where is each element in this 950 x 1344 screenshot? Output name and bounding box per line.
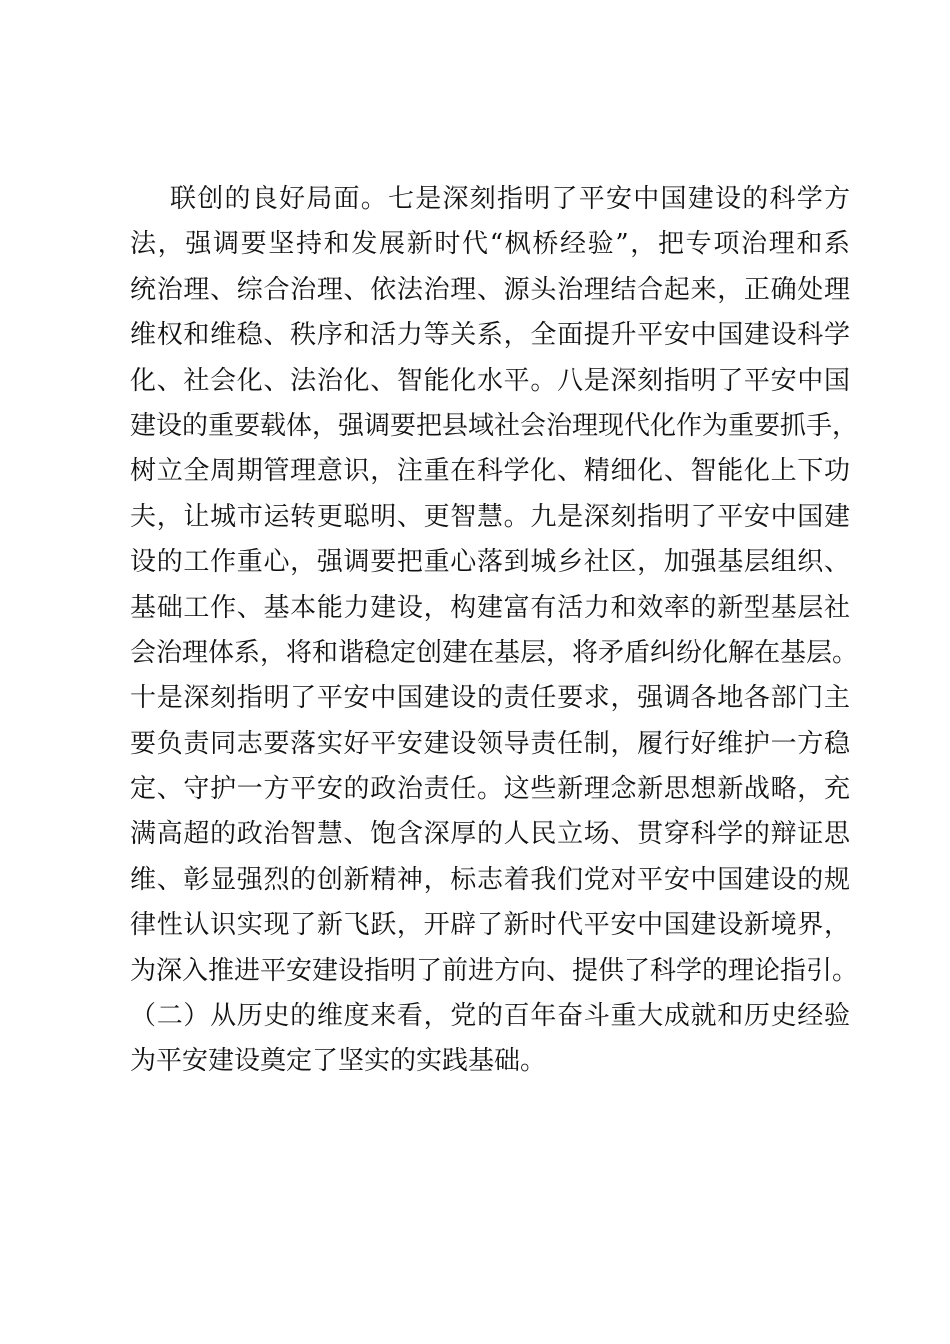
- text-line: 建设的重要载体，强调要把县域社会治理现代化作为重要抓手，: [130, 410, 859, 441]
- text-line: 化、社会化、法治化、智能化水平。八是深刻指明了平安中国: [130, 365, 850, 396]
- text-line: 会治理体系，将和谐稳定创建在基层，将矛盾纠纷化解在基层。: [130, 637, 859, 668]
- text-line: 基础工作、基本能力建设，构建富有活力和效率的新型基层社: [130, 592, 850, 623]
- text-line: 联创的良好局面。七是深刻指明了平安中国建设的科学方: [170, 184, 850, 214]
- text-line: 法，强调要坚持和发展新时代“枫桥经验”，把专项治理和系: [130, 229, 850, 260]
- section-heading-line-end: 为平安建设奠定了坚实的实践基础。: [130, 1046, 547, 1077]
- text-line: 为深入推进平安建设指明了前进方向、提供了科学的理论指引。: [130, 955, 859, 986]
- text-line: 律性认识实现了新飞跃，开辟了新时代平安中国建设新境界，: [130, 910, 850, 941]
- body-text: [130, 177, 859, 1085]
- text-line: 树立全周期管理意识，注重在科学化、精细化、智能化上下功: [130, 456, 850, 487]
- text-line: 维权和维稳、秩序和活力等关系，全面提升平安中国建设科学: [130, 320, 850, 351]
- text-line: 十是深刻指明了平安中国建设的责任要求，强调各地各部门主: [130, 683, 850, 714]
- text-line: 要负责同志要落实好平安建设领导责任制，履行好维护一方稳: [130, 728, 850, 759]
- section-heading-line: （二）从历史的维度来看，党的百年奋斗重大成就和历史经验: [130, 1001, 850, 1032]
- text-line: 夫，让城市运转更聪明、更智慧。九是深刻指明了平安中国建: [130, 501, 850, 532]
- text-line: 满高超的政治智慧、饱含深厚的人民立场、贯穿科学的辩证思: [130, 819, 850, 850]
- text-line: 设的工作重心，强调要把重心落到城乡社区，加强基层组织、: [130, 547, 850, 578]
- text-line: 定、守护一方平安的政治责任。这些新理念新思想新战略，充: [130, 774, 850, 805]
- text-line: 维、彰显强烈的创新精神，标志着我们党对平安中国建设的规: [130, 864, 850, 895]
- text-line: 统治理、综合治理、依法治理、源头治理结合起来，正确处理: [130, 274, 850, 305]
